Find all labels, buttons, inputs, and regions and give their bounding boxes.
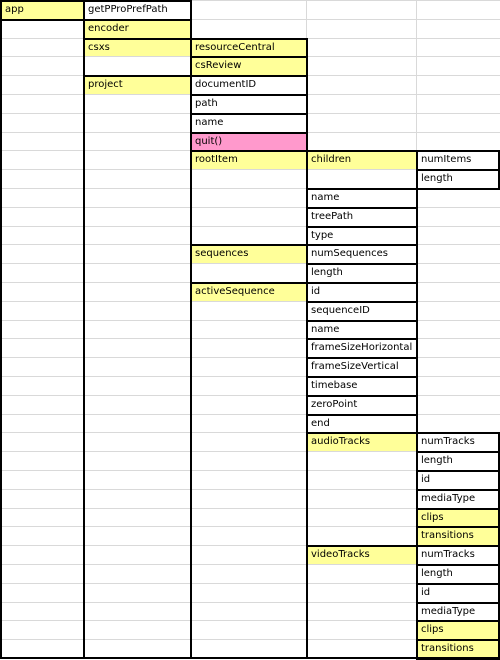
cell-csxs[interactable]: csxs	[84, 39, 190, 56]
border-horizontal	[190, 282, 418, 284]
border-horizontal	[190, 94, 308, 96]
border-horizontal	[416, 564, 500, 566]
border-horizontal	[83, 38, 192, 40]
cell-a-transitions[interactable]: transitions	[417, 527, 500, 545]
cell-v-transitions[interactable]: transitions	[417, 640, 500, 658]
border-horizontal	[306, 357, 418, 359]
cell-children-length[interactable]: length	[421, 173, 453, 184]
border-horizontal	[306, 414, 418, 416]
gridline-horizontal	[0, 357, 500, 358]
cell-quit[interactable]: quit()	[191, 133, 306, 150]
cell-children[interactable]: children	[307, 151, 416, 169]
border-horizontal	[416, 508, 500, 510]
border-horizontal	[0, 657, 500, 659]
cell-a-mediatype[interactable]: mediaType	[421, 493, 476, 504]
cell-project[interactable]: project	[84, 76, 190, 94]
cell-framesizevertical[interactable]: frameSizeVertical	[311, 361, 399, 372]
cell-sequences[interactable]: sequences	[191, 245, 306, 263]
border-vertical	[190, 38, 192, 657]
border-horizontal	[306, 338, 418, 340]
gridline-horizontal	[0, 376, 500, 377]
cell-a-numtracks[interactable]: numTracks	[421, 436, 475, 447]
gridline-horizontal	[0, 207, 500, 208]
border-horizontal	[306, 376, 418, 378]
border-horizontal	[190, 38, 308, 40]
cell-videotracks[interactable]: videoTracks	[307, 546, 416, 564]
border-horizontal	[416, 602, 500, 604]
border-vertical	[83, 0, 85, 657]
cell-a-clips[interactable]: clips	[417, 509, 500, 526]
cell-v-length[interactable]: length	[421, 568, 453, 579]
border-horizontal	[190, 150, 308, 152]
border-horizontal	[416, 169, 500, 171]
border-horizontal	[416, 583, 500, 585]
cell-resourcecentral[interactable]: resourceCentral	[191, 39, 306, 56]
border-horizontal	[306, 432, 500, 434]
cell-csreview[interactable]: csReview	[191, 57, 306, 75]
cell-id[interactable]: id	[311, 286, 321, 297]
cell-encoder[interactable]: encoder	[84, 20, 190, 38]
border-horizontal	[306, 301, 418, 303]
border-horizontal	[416, 620, 500, 622]
border-horizontal	[190, 113, 308, 115]
gridline-horizontal	[0, 263, 500, 264]
border-horizontal	[306, 545, 500, 547]
border-horizontal	[416, 451, 500, 453]
border-horizontal	[306, 150, 500, 152]
cell-sequenceid[interactable]: sequenceID	[311, 305, 370, 316]
cell-rootitem[interactable]: rootItem	[191, 151, 306, 169]
gridline-horizontal	[0, 301, 500, 302]
cell-getpproprefpath[interactable]: getPProPrefPath	[88, 4, 168, 15]
cell-framesizehorizontal[interactable]: frameSizeHorizontal	[311, 342, 413, 353]
cell-treepath[interactable]: treePath	[311, 211, 354, 222]
gridline-horizontal	[0, 338, 500, 339]
border-vertical	[0, 0, 2, 657]
cell-sequences-length[interactable]: length	[311, 267, 343, 278]
cell-audiotracks[interactable]: audioTracks	[307, 433, 416, 451]
border-horizontal	[190, 56, 308, 58]
gridline-horizontal	[0, 226, 500, 227]
border-horizontal	[306, 320, 418, 322]
border-horizontal	[83, 75, 308, 77]
gridline-horizontal	[0, 320, 500, 321]
border-horizontal	[190, 244, 418, 246]
border-horizontal	[306, 226, 418, 228]
cell-v-id[interactable]: id	[421, 587, 431, 598]
cell-rootitem-name[interactable]: name	[311, 192, 340, 203]
border-horizontal	[416, 489, 500, 491]
border-horizontal	[306, 188, 418, 190]
border-vertical	[416, 150, 418, 244]
cell-numsequences[interactable]: numSequences	[311, 248, 388, 259]
gridline-horizontal	[0, 395, 500, 396]
cell-end[interactable]: end	[311, 418, 330, 429]
cell-v-numtracks[interactable]: numTracks	[421, 549, 475, 560]
border-horizontal	[306, 395, 418, 397]
cell-a-length[interactable]: length	[421, 455, 453, 466]
border-horizontal	[416, 470, 500, 472]
cell-zeropoint[interactable]: zeroPoint	[311, 399, 358, 410]
cell-a-id[interactable]: id	[421, 474, 431, 485]
cell-numitems[interactable]: numItems	[421, 154, 472, 165]
cell-seq-name[interactable]: name	[311, 324, 340, 335]
border-horizontal	[0, 19, 85, 21]
border-horizontal	[306, 263, 418, 265]
border-horizontal	[83, 19, 192, 21]
cell-timebase[interactable]: timebase	[311, 380, 358, 391]
cell-type[interactable]: type	[311, 230, 334, 241]
border-horizontal	[416, 639, 500, 641]
cell-app[interactable]: app	[1, 1, 83, 19]
gridline-horizontal	[0, 414, 500, 415]
cell-name[interactable]: name	[195, 117, 224, 128]
cell-v-mediatype[interactable]: mediaType	[421, 606, 476, 617]
border-horizontal	[190, 132, 308, 134]
border-horizontal	[416, 526, 500, 528]
border-horizontal	[0, 0, 192, 2]
cell-activesequence[interactable]: activeSequence	[191, 283, 306, 301]
cell-documentid[interactable]: documentID	[195, 79, 257, 90]
border-horizontal	[306, 207, 418, 209]
cell-path[interactable]: path	[195, 98, 218, 109]
border-horizontal	[416, 188, 500, 190]
cell-v-clips[interactable]: clips	[417, 621, 500, 639]
